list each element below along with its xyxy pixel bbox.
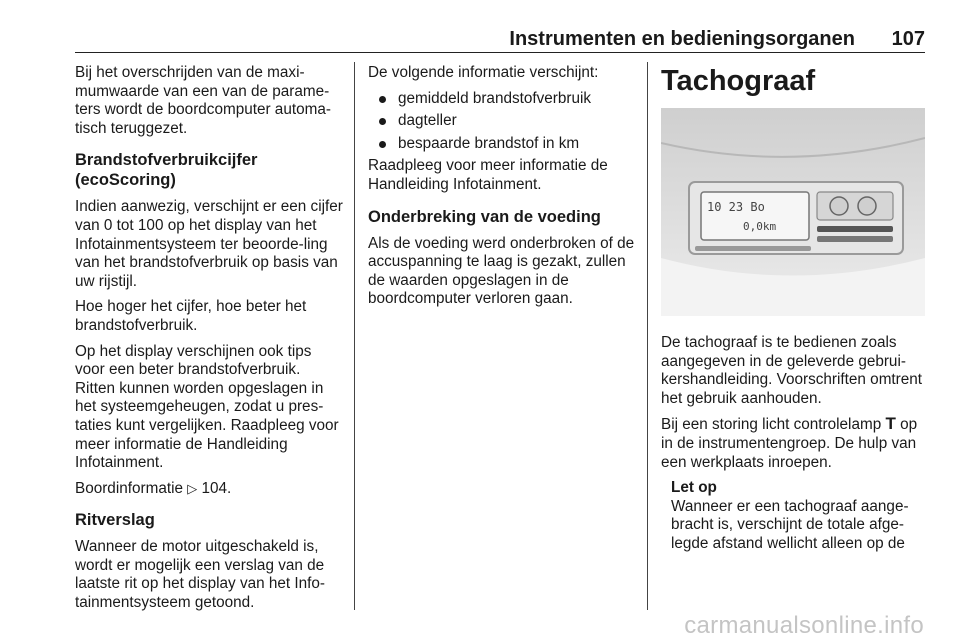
list-item: bespaarde brandstof in km bbox=[368, 135, 636, 154]
note-title: Let op bbox=[671, 479, 717, 497]
fault-text-after: op in de instrumentengroep. De hulp van een werkplaats inroepen. bbox=[661, 416, 918, 471]
paragraph-eco-intro: Indien aanwezig, verschijnt er een cijfer van 0 tot 100 op het display van het Infotainmentsysteem ter beoorde-ling van het brandstofverbruik op basis van uw rijstijl. bbox=[75, 198, 343, 290]
note-box bbox=[671, 479, 927, 553]
column-2 bbox=[368, 64, 636, 316]
paragraph-power-interruption: Als de voeding werd onderbroken of de accuspanning te laag is gezakt, zullen de waarden opgeslagen in de boordcomputer verloren gaan. bbox=[368, 234, 635, 308]
reference-page-link[interactable]: 104. bbox=[201, 479, 232, 497]
paragraph-eco-tips: Op het display verschijnen ook tips voor een beter brandstofverbruik. Ritten kunnen worden opgeslagen in het systeemgeheugen, zodat u pres-taties kunt vergelijken. Raadpleeg voor meer informatie de Handleiding Infotainment. bbox=[75, 342, 339, 472]
watermark: carmanualsonline.info bbox=[684, 612, 924, 639]
paragraph-ritverslag: Wanneer de motor uitgeschakeld is, wordt er mogelijk een verslag van de laatste rit op het display van het Info-tainmentsysteem getoond. bbox=[75, 538, 325, 612]
tacho-display-line2: 0,0km bbox=[743, 220, 777, 233]
column-3 bbox=[661, 64, 927, 561]
paragraph-info-list-intro: De volgende informatie verschijnt: bbox=[368, 64, 599, 81]
heading-power-interruption: Onderbreking van de voeding bbox=[368, 207, 601, 226]
tachograph-illustration bbox=[661, 108, 925, 316]
paragraph-reset: Bij het overschrijden van de maxi-mumwaarde van een van de parame-ters wordt de boordcomputer automa-tisch teruggezet. bbox=[75, 64, 331, 137]
paragraph-tacho-usage: De tachograaf is te bedienen zoals aangegeven in de geleverde gebrui-kershandleiding. Voorschriften omtrent het gebruik aanhouden. bbox=[661, 334, 923, 407]
tachograph-photo bbox=[661, 108, 925, 316]
column-1 bbox=[75, 64, 343, 620]
tachograph-warning-lamp-icon: T bbox=[885, 414, 896, 434]
page-number: 107 bbox=[891, 28, 925, 50]
note-text: Wanneer er een tachograaf aange-bracht is, verschijnt de totale afge-legde afstand wellicht alleen op de bbox=[671, 497, 909, 552]
list-item: gemiddeld brandstofverbruik bbox=[368, 90, 636, 109]
paragraph-cross-reference bbox=[75, 480, 343, 499]
heading-ecoscoring: Brandstofverbruikcijfer (ecoScoring) bbox=[75, 151, 258, 190]
paragraph-infotainment-ref: Raadpleeg voor meer informatie de Handleiding Infotainment. bbox=[368, 157, 608, 193]
column-divider-1 bbox=[354, 62, 355, 610]
info-bullet-list bbox=[368, 90, 636, 154]
list-item: dagteller bbox=[368, 112, 636, 131]
fault-text-before: Bij een storing licht controlelamp bbox=[661, 416, 882, 434]
reference-arrow-icon: ▷ bbox=[187, 480, 198, 496]
page-header bbox=[75, 22, 925, 53]
paragraph-tacho-fault bbox=[661, 415, 927, 472]
heading-ritverslag: Ritverslag bbox=[75, 511, 155, 530]
paragraph-eco-score: Hoe hoger het cijfer, hoe beter het brandstofverbruik. bbox=[75, 298, 307, 334]
chapter-title: Instrumenten en bedieningsorganen bbox=[509, 28, 855, 50]
section-title-tachograaf: Tachograaf bbox=[661, 65, 816, 97]
reference-text: Boordinformatie bbox=[75, 479, 183, 497]
tacho-display-line1: 10 23 Bo bbox=[707, 200, 765, 214]
column-divider-2 bbox=[647, 62, 648, 610]
